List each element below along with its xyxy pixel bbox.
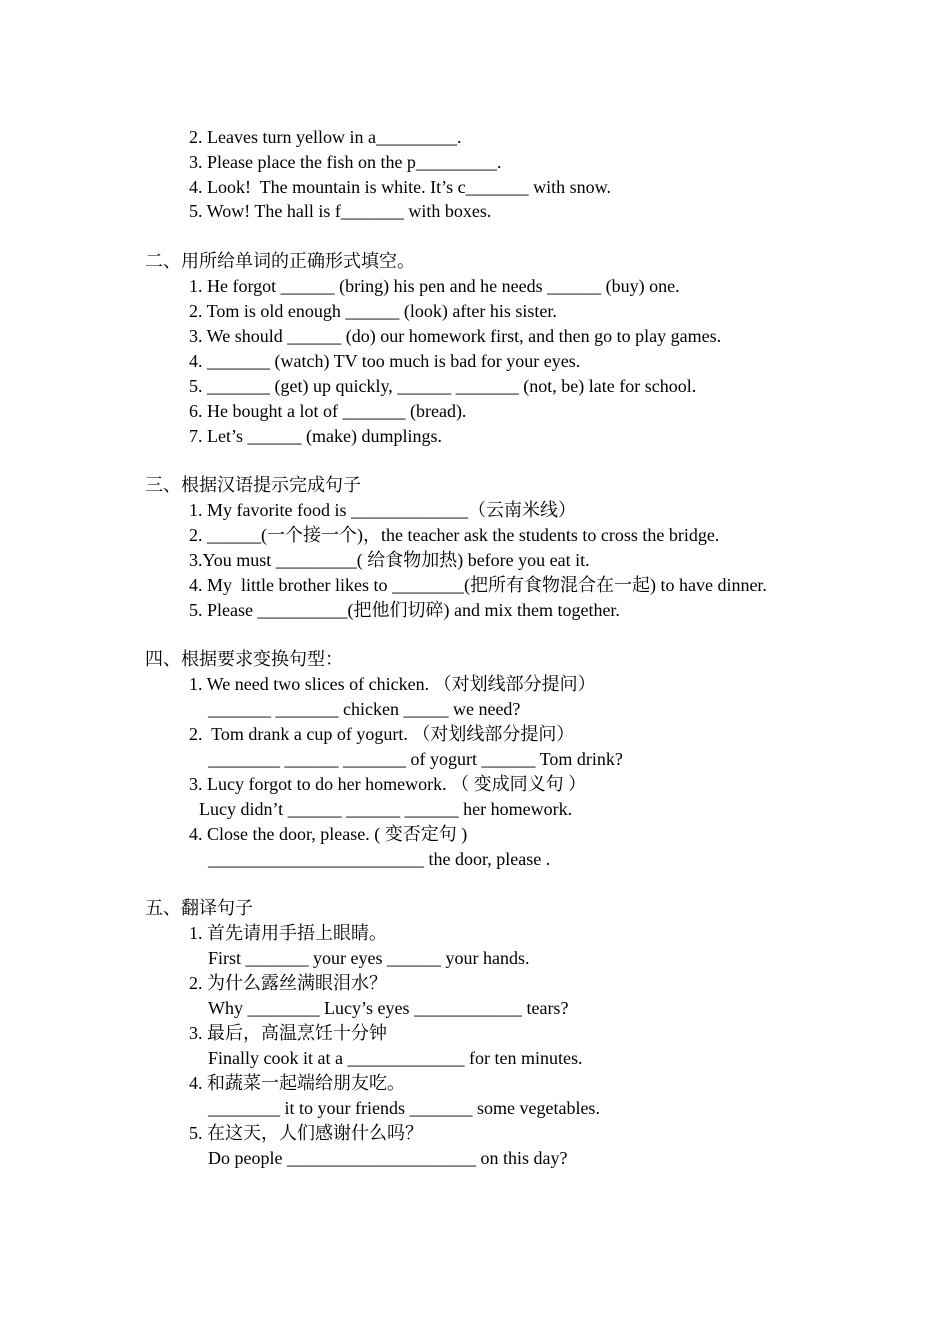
part4-answer-3: Lucy didn’t ______ ______ ______ her homework. [199, 799, 573, 819]
part4-answer-4: ________________________ the door, please . [208, 849, 551, 869]
part1-item-5: 5. Wow! The hall is f_______ with boxes. [189, 201, 492, 221]
part2-title: 二、用所给单词的正确形式填空。 [145, 251, 415, 271]
part2-item-1: 1. He forgot ______ (bring) his pen and he needs ______ (buy) one. [189, 276, 680, 296]
part4-question-2: 2. Tom drank a cup of yogurt. （对划线部分提问） [189, 724, 575, 744]
part4-question-1: 1. We need two slices of chicken. （对划线部分提问） [189, 674, 596, 694]
part1-item-2: 2. Leaves turn yellow in a_________. [189, 127, 462, 147]
part4-answer-2: ________ ______ _______ of yogurt ______ Tom drink? [208, 749, 623, 769]
part5-question-2: 2. 为什么露丝满眼泪水？ [189, 973, 387, 993]
part2-item-2: 2. Tom is old enough ______ (look) after his sister. [189, 301, 557, 321]
part3-title: 三、根据汉语提示完成句子 [145, 475, 361, 495]
part5-question-5: 5. 在这天，人们感谢什么吗？ [189, 1123, 423, 1143]
part5-title: 五、翻译句子 [145, 898, 253, 918]
part4-title: 四、根据要求变换句型： [145, 649, 343, 669]
part2-item-6: 6. He bought a lot of _______ (bread). [189, 401, 467, 421]
part3-item-5: 5. Please __________(把他们切碎) and mix them together. [189, 600, 620, 620]
part4-question-4: 4. Close the door, please. ( 变否定句 ) [189, 824, 468, 844]
part1-item-3: 3. Please place the fish on the p_________. [189, 152, 502, 172]
part5-answer-4: ________ it to your friends _______ some vegetables. [208, 1098, 600, 1118]
part5-answer-5: Do people _____________________ on this day? [208, 1148, 568, 1168]
part5-question-4: 4. 和蔬菜一起端给朋友吃。 [189, 1073, 405, 1093]
part3-item-3: 3.You must _________( 给食物加热) before you eat it. [189, 550, 590, 570]
part4-question-3: 3. Lucy forgot to do her homework. （ 变成同义句 ） [189, 774, 587, 794]
part4-answer-1: _______ _______ chicken _____ we need? [208, 699, 521, 719]
part5-question-3: 3. 最后，高温烹饪十分钟 [189, 1023, 387, 1043]
part3-item-1: 1. My favorite food is _____________（云南米线） [189, 500, 576, 520]
part2-item-3: 3. We should ______ (do) our homework first, and then go to play games. [189, 326, 722, 346]
part3-item-2: 2. ______(一个接一个)，the teacher ask the students to cross the bridge. [189, 525, 720, 545]
part5-answer-1: First _______ your eyes ______ your hands. [208, 948, 530, 968]
part2-item-4: 4. _______ (watch) TV too much is bad for your eyes. [189, 351, 581, 371]
part2-item-7: 7. Let’s ______ (make) dumplings. [189, 426, 442, 446]
part5-answer-3: Finally cook it at a _____________ for ten minutes. [208, 1048, 583, 1068]
part5-question-1: 1. 首先请用手捂上眼睛。 [189, 923, 387, 943]
part3-item-4: 4. My little brother likes to ________(把所有食物混合在一起) to have dinner. [189, 575, 767, 595]
part5-answer-2: Why ________ Lucy’s eyes ____________ tears? [208, 998, 569, 1018]
part1-item-4: 4. Look! The mountain is white. It’s c_______ with snow. [189, 177, 611, 197]
part2-item-5: 5. _______ (get) up quickly, ______ _______ (not, be) late for school. [189, 376, 697, 396]
